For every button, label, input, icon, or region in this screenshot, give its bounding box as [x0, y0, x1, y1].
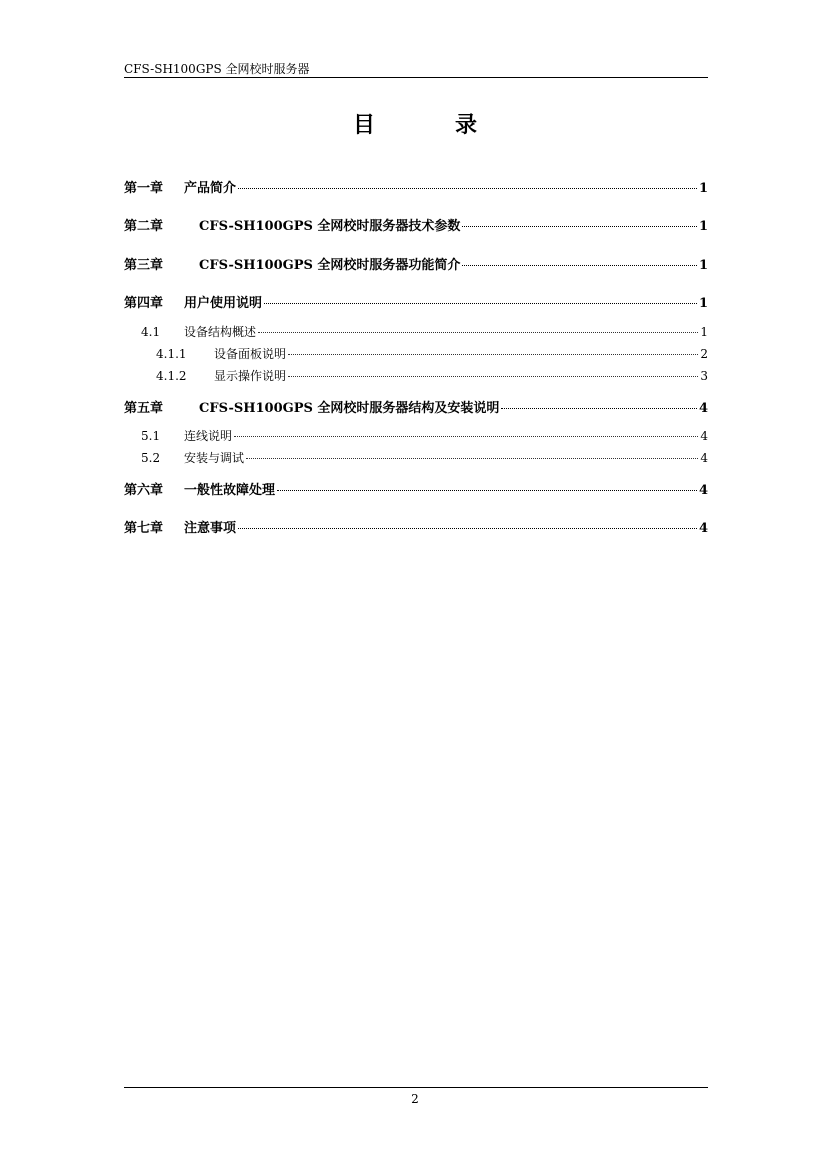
- toc-entry-title: 设备面板说明: [214, 347, 287, 361]
- page-title: 目录: [352, 112, 557, 138]
- toc-leader-dots: [288, 353, 698, 355]
- toc-entry-title: 注意事项: [184, 521, 237, 536]
- toc-leader-dots: [462, 225, 697, 227]
- toc-entry-number: 第六章: [124, 483, 164, 498]
- toc-entry-page: 4: [698, 521, 708, 536]
- toc-entry-page: 2: [700, 347, 708, 361]
- toc-entry-title: 安装与调试: [184, 451, 245, 465]
- footer-rule: [124, 1087, 708, 1088]
- toc-entry-page: 4: [698, 401, 708, 416]
- toc-entry-page: 1: [698, 258, 708, 273]
- toc-leader-dots: [238, 527, 697, 529]
- toc-entry-chapter-4[interactable]: [124, 292, 708, 311]
- toc-entry-section-4-1-2[interactable]: [124, 367, 708, 384]
- toc-entry-chapter-7[interactable]: [124, 517, 708, 536]
- toc-entry-chapter-2[interactable]: [124, 215, 708, 234]
- toc-entry-page: 4: [700, 429, 708, 443]
- header-rule: [124, 77, 708, 78]
- toc-entry-chapter-1[interactable]: [124, 177, 708, 196]
- toc-leader-dots: [246, 457, 698, 459]
- toc-entry-chapter-6[interactable]: [124, 479, 708, 498]
- toc-leader-dots: [462, 264, 697, 266]
- toc-leader-dots: [277, 489, 697, 491]
- toc-entry-chapter-3[interactable]: [124, 254, 708, 273]
- toc-entry-title: 一般性故障处理: [184, 483, 276, 498]
- toc-entry-page: 1: [698, 181, 708, 196]
- toc-entry-number: 第三章: [124, 258, 164, 273]
- toc-entry-number: 4.1: [141, 325, 161, 339]
- toc-entry-title: 产品简介: [184, 181, 237, 196]
- toc-entry-section-4-1-1[interactable]: [124, 345, 708, 362]
- toc-entry-page: 1: [698, 219, 708, 234]
- toc-entry-page: 1: [700, 325, 708, 339]
- toc-leader-dots: [238, 187, 697, 189]
- toc-leader-dots: [234, 435, 698, 437]
- toc-entry-number: 5.1: [141, 429, 161, 443]
- toc-leader-dots: [288, 375, 698, 377]
- toc-leader-dots: [501, 407, 697, 409]
- toc-entry-section-4-1[interactable]: [124, 323, 708, 340]
- toc-entry-title: CFS-SH100GPS 全网校时服务器功能简介: [199, 258, 461, 273]
- toc-entry-title: CFS-SH100GPS 全网校时服务器技术参数: [199, 219, 461, 234]
- toc-entry-page: 4: [700, 451, 708, 465]
- toc-entry-title: 显示操作说明: [214, 369, 287, 383]
- toc-entry-page: 4: [698, 483, 708, 498]
- toc-entry-title: CFS-SH100GPS 全网校时服务器结构及安装说明: [199, 401, 500, 416]
- toc-entry-chapter-5[interactable]: [124, 397, 708, 416]
- toc-entry-section-5-1[interactable]: [124, 427, 708, 444]
- toc-entry-title: 连线说明: [184, 429, 233, 443]
- toc-entry-number: 第二章: [124, 219, 164, 234]
- toc-entry-section-5-2[interactable]: [124, 449, 708, 466]
- toc-leader-dots: [258, 331, 698, 333]
- toc-leader-dots: [264, 302, 697, 304]
- toc-entry-number: 第一章: [124, 181, 164, 196]
- toc-entry-page: 3: [700, 369, 708, 383]
- page-number: 2: [411, 1092, 419, 1106]
- toc-entry-number: 5.2: [141, 451, 161, 465]
- toc-entry-title: 设备结构概述: [184, 325, 257, 339]
- running-header: CFS-SH100GPS 全网校时服务器: [124, 62, 310, 76]
- toc-entry-title: 用户使用说明: [184, 296, 263, 311]
- toc-entry-number: 第七章: [124, 521, 164, 536]
- toc-entry-number: 4.1.2: [156, 369, 187, 383]
- toc-entry-number: 第五章: [124, 401, 164, 416]
- toc-entry-page: 1: [698, 296, 708, 311]
- toc-entry-number: 第四章: [124, 296, 164, 311]
- toc-entry-number: 4.1.1: [156, 347, 187, 361]
